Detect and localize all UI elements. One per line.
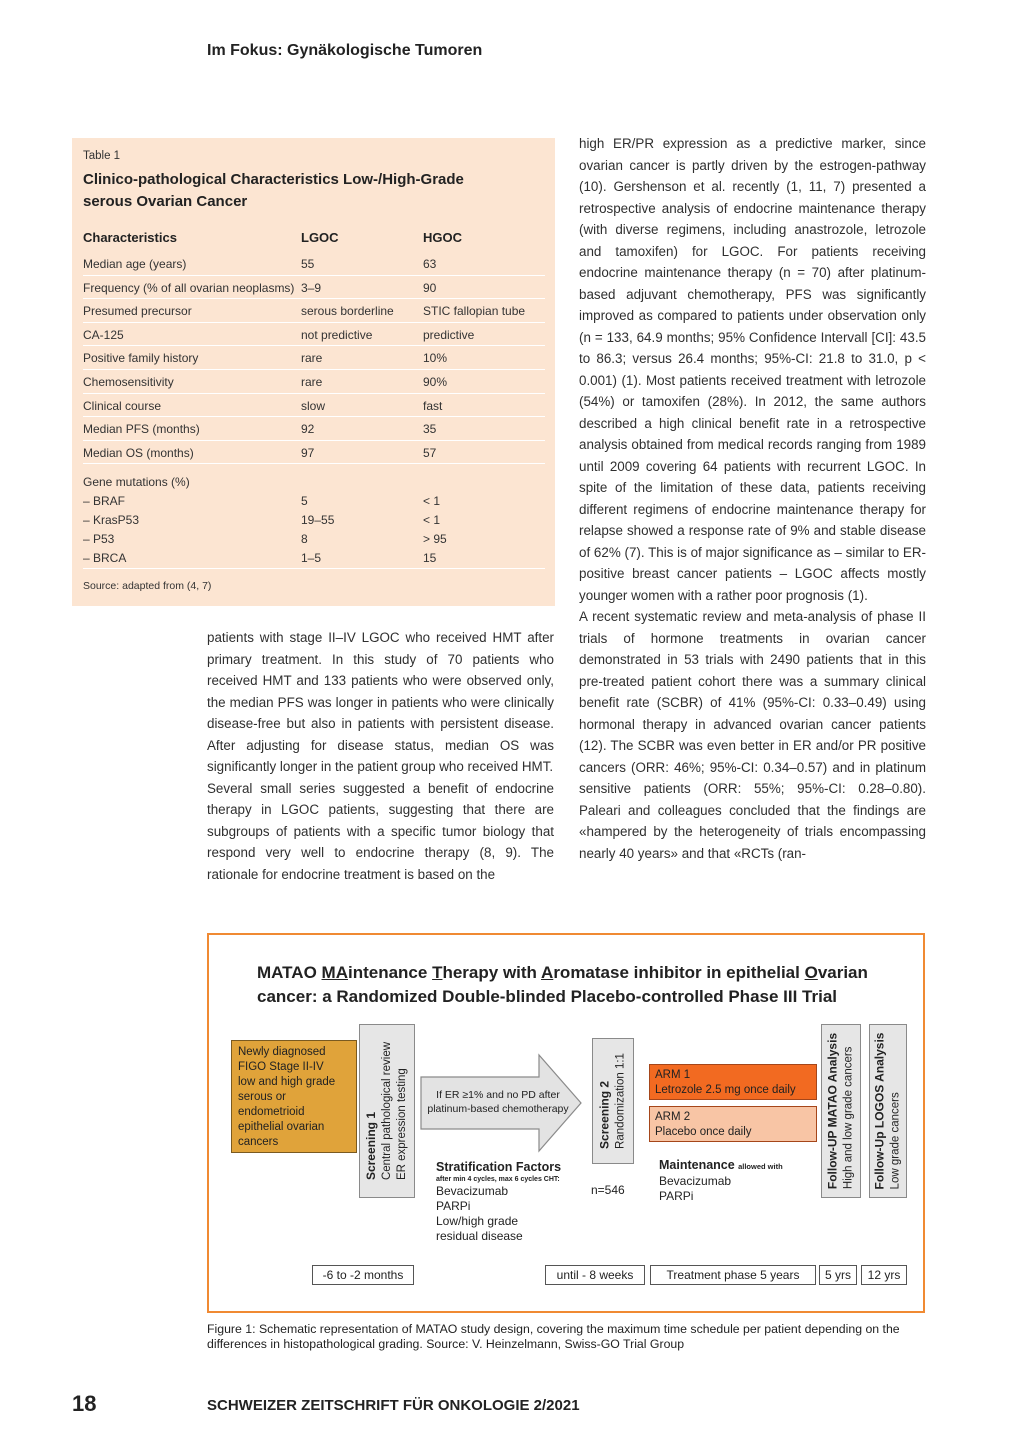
page-number: 18 bbox=[72, 1391, 97, 1416]
arrow-condition-text: If ER ≥1% and no PD after platinum-based chemotherapy bbox=[427, 1089, 569, 1115]
table-cell: 5 bbox=[301, 494, 308, 508]
timeline-box: -6 to -2 months bbox=[312, 1265, 414, 1285]
table-cell: – P53 bbox=[83, 532, 115, 546]
arm-2-box: ARM 2 Placebo once daily bbox=[649, 1106, 817, 1142]
screening-1-box: Screening 1 Central pathological review ER expression testing bbox=[359, 1024, 415, 1198]
column-header: Characteristics bbox=[83, 230, 177, 245]
table-cell: 8 bbox=[301, 532, 308, 546]
table-cell: 97 bbox=[301, 445, 315, 460]
table-cell: – BRAF bbox=[83, 494, 126, 508]
table-cell: rare bbox=[301, 351, 323, 366]
table-row bbox=[83, 475, 545, 493]
table-row bbox=[83, 252, 545, 276]
table-cell: 57 bbox=[423, 445, 437, 460]
table-cell: STIC fallopian tube bbox=[423, 304, 526, 319]
table-title: Clinico-pathological Characteristics Low-/High-Grade serous Ovarian Cancer bbox=[83, 171, 464, 210]
table-cell: not predictive bbox=[301, 327, 373, 342]
table-row bbox=[83, 551, 545, 569]
followup-matao-box: Follow-UP MATAO Analysis High and low grade cancers bbox=[821, 1024, 861, 1198]
paragraph: high ER/PR expression as a predictive marker, since ovarian cancer is partly driven by the estrogen-pathway (10). Gershenson et al. recently (1, 11, 7) presented a retrospective analysis of endocrine maintenance therapy (with diverse regimens, including anastrozole, letrozole and tamoxifen) for LGOC. For patients receiving endocrine maintenance therapy (n = 70) after platinum-based adjuvant chemotherapy, PFS was significantly improved as compared to patients under observation only (n = 133, 64.9 months; 95% Confidence Intervall [CI]: 43.5 to 86.3; versus 26.4 months; 95%-CI: 21.8 to 31.0, p < 0.001) (1). Most patients received treatment with letrozole (54%) or tamoxifen (28%). In 2012, the same authors described a high clinical benefit rate in a retrospective analysis obtained from medical records ranging from 1989 until 2009 covering 64 patients with recurrent LGOC. In spite of the limitation of these data, patients receiving different regimens of endocrine maintenance therapy for relapse showed a response rate of 9% and stable disease of 62% (7). This is of major significance as – similar to ER-positive breast cancer patients – LGOC affects mostly younger women with a rather poor prognosis (1). bbox=[579, 136, 926, 603]
table-body bbox=[83, 252, 545, 464]
table-cell: < 1 bbox=[423, 513, 441, 527]
table-source: Source: adapted from (4, 7) bbox=[83, 580, 212, 592]
column-header: LGOC bbox=[301, 230, 339, 245]
table-cell: 92 bbox=[301, 422, 315, 437]
stratification-factors: Stratification Factors after min 4 cycles, max 6 cycles CHT: Bevacizumab PARPi Low/high grade residual disease bbox=[436, 1160, 562, 1243]
table-cell: 63 bbox=[423, 257, 437, 271]
table-cell: rare bbox=[301, 374, 323, 389]
table-cell: predictive bbox=[423, 327, 475, 342]
timeline-box: until - 8 weeks bbox=[545, 1265, 645, 1285]
section-header: Im Fokus: Gynäkologische Tumoren bbox=[207, 42, 483, 59]
screening-2-box: Screening 2 Randomization 1:1 bbox=[592, 1038, 634, 1164]
right-column-text bbox=[579, 133, 926, 864]
table-cell: Presumed precursor bbox=[83, 304, 192, 319]
left-column-text bbox=[207, 627, 554, 885]
timeline-box: Treatment phase 5 years bbox=[650, 1265, 816, 1285]
table-cell: fast bbox=[423, 398, 443, 413]
table-cell: slow bbox=[301, 398, 326, 413]
journal-name: SCHWEIZER ZEITSCHRIFT FÜR ONKOLOGIE 2/2021 bbox=[207, 1397, 580, 1414]
table-row bbox=[83, 299, 545, 323]
paragraph: Several small series suggested a benefit of endocrine therapy in LGOC patients, suggesting that there are subgroups of patients with a specific tumor biology that respond very well to endocrine therapy (8, 9). The rationale for endocrine treatment is based on the bbox=[207, 780, 554, 882]
table-cell: 19–55 bbox=[301, 513, 335, 527]
table-cell: 1–5 bbox=[301, 551, 322, 565]
table-header-row bbox=[83, 230, 545, 252]
table-cell: 10% bbox=[423, 351, 448, 366]
table-row bbox=[83, 370, 545, 394]
table-cell: 35 bbox=[423, 422, 437, 437]
table-cell: Frequency (% of all ovarian neoplasms) bbox=[83, 280, 295, 295]
table-cell: 90 bbox=[423, 280, 437, 295]
table-cell: Median PFS (months) bbox=[83, 422, 200, 437]
followup-logos-box: Follow-Up LOGOS Analysis Low grade cancers bbox=[869, 1024, 907, 1198]
table-cell: Clinical course bbox=[83, 398, 162, 413]
maintenance-note: Maintenance allowed with Bevacizumab PARPi bbox=[659, 1158, 783, 1203]
table-cell: > 95 bbox=[423, 532, 447, 546]
table-cell: 3–9 bbox=[301, 280, 322, 295]
table-cell: Median age (years) bbox=[83, 257, 187, 271]
figure-1 bbox=[207, 933, 925, 1313]
table-1 bbox=[72, 138, 555, 606]
table-cell: CA-125 bbox=[83, 327, 124, 342]
table-cell: serous borderline bbox=[301, 304, 394, 319]
table-row bbox=[83, 323, 545, 347]
table-cell: – BRCA bbox=[83, 551, 127, 565]
table-row bbox=[83, 346, 545, 370]
figure-title: MATAO MAintenance Therapy with Aromatase inhibitor in epithelial Ovarian cancer: a Randomized Double-blinded Placebo-controlled Phase III Trial bbox=[257, 963, 868, 1006]
table-cell: Positive family history bbox=[83, 351, 199, 366]
figure-caption: Figure 1: Schematic representation of MATAO study design, covering the maximum time schedule per patient depending on the differences in histopathological grading. Source: V. Heinzelmann, Swiss-GO Trial Group bbox=[207, 1322, 900, 1351]
table-row bbox=[83, 513, 545, 531]
table-row bbox=[83, 494, 545, 512]
table-label: Table 1 bbox=[83, 150, 121, 162]
arm-1-box: ARM 1 Letrozole 2.5 mg once daily bbox=[649, 1064, 817, 1100]
newly-diagnosed-box: Newly diagnosed FIGO Stage II-IV low and high grade serous or endometrioid epithelial ovarian cancers bbox=[231, 1040, 357, 1153]
table-cell: – KrasP53 bbox=[83, 513, 140, 527]
timeline-box: 5 yrs bbox=[819, 1265, 857, 1285]
column-header: HGOC bbox=[423, 230, 462, 245]
gene-mutations-block bbox=[83, 472, 545, 569]
timeline-box: 12 yrs bbox=[861, 1265, 907, 1285]
table-cell: Median OS (months) bbox=[83, 445, 194, 460]
table-cell: Chemosensitivity bbox=[83, 374, 174, 389]
table-cell: 55 bbox=[301, 257, 315, 271]
table-cell: < 1 bbox=[423, 494, 441, 508]
table-row bbox=[83, 394, 545, 418]
table-row bbox=[83, 417, 545, 441]
table-cell: Gene mutations (%) bbox=[83, 475, 190, 489]
table-cell: 90% bbox=[423, 374, 448, 389]
table-cell: 15 bbox=[423, 551, 437, 565]
sample-size: n=546 bbox=[591, 1183, 625, 1197]
paragraph: A recent systematic review and meta-analysis of phase II trials of hormone treatments in ovarian cancer demonstrated in 53 trials with 2490 patients that in this pre-treated patient cohort there was a summary clinical benefit rate (SCBR) of 41% (95%-CI: 0.33–0.49) using hormonal therapy in advanced ovarian cancer patients (12). The SCBR was even better in ER and/or PR positive cancers (ORR: 46%; 95%-CI: 0.34–0.57) and in platinum sensitive patients (ORR: 55%; 95%-CI: 0.28–0.80). Paleari and colleagues concluded that the findings are «hampered by the heterogeneity of trials encompassing nearly 40 years» and that «RCTs (ran- bbox=[579, 609, 926, 861]
table-row bbox=[83, 532, 545, 550]
table-row bbox=[83, 441, 545, 465]
paragraph: patients with stage II–IV LGOC who received HMT after primary treatment. In this study of 70 patients who received HMT and 133 patients who were observed only, the median PFS was longer in patients who were clinically disease-free but also in patients with persistent disease. After adjusting for disease status, median OS was significantly longer in the patient group who received HMT. bbox=[207, 630, 554, 774]
table-row bbox=[83, 276, 545, 300]
